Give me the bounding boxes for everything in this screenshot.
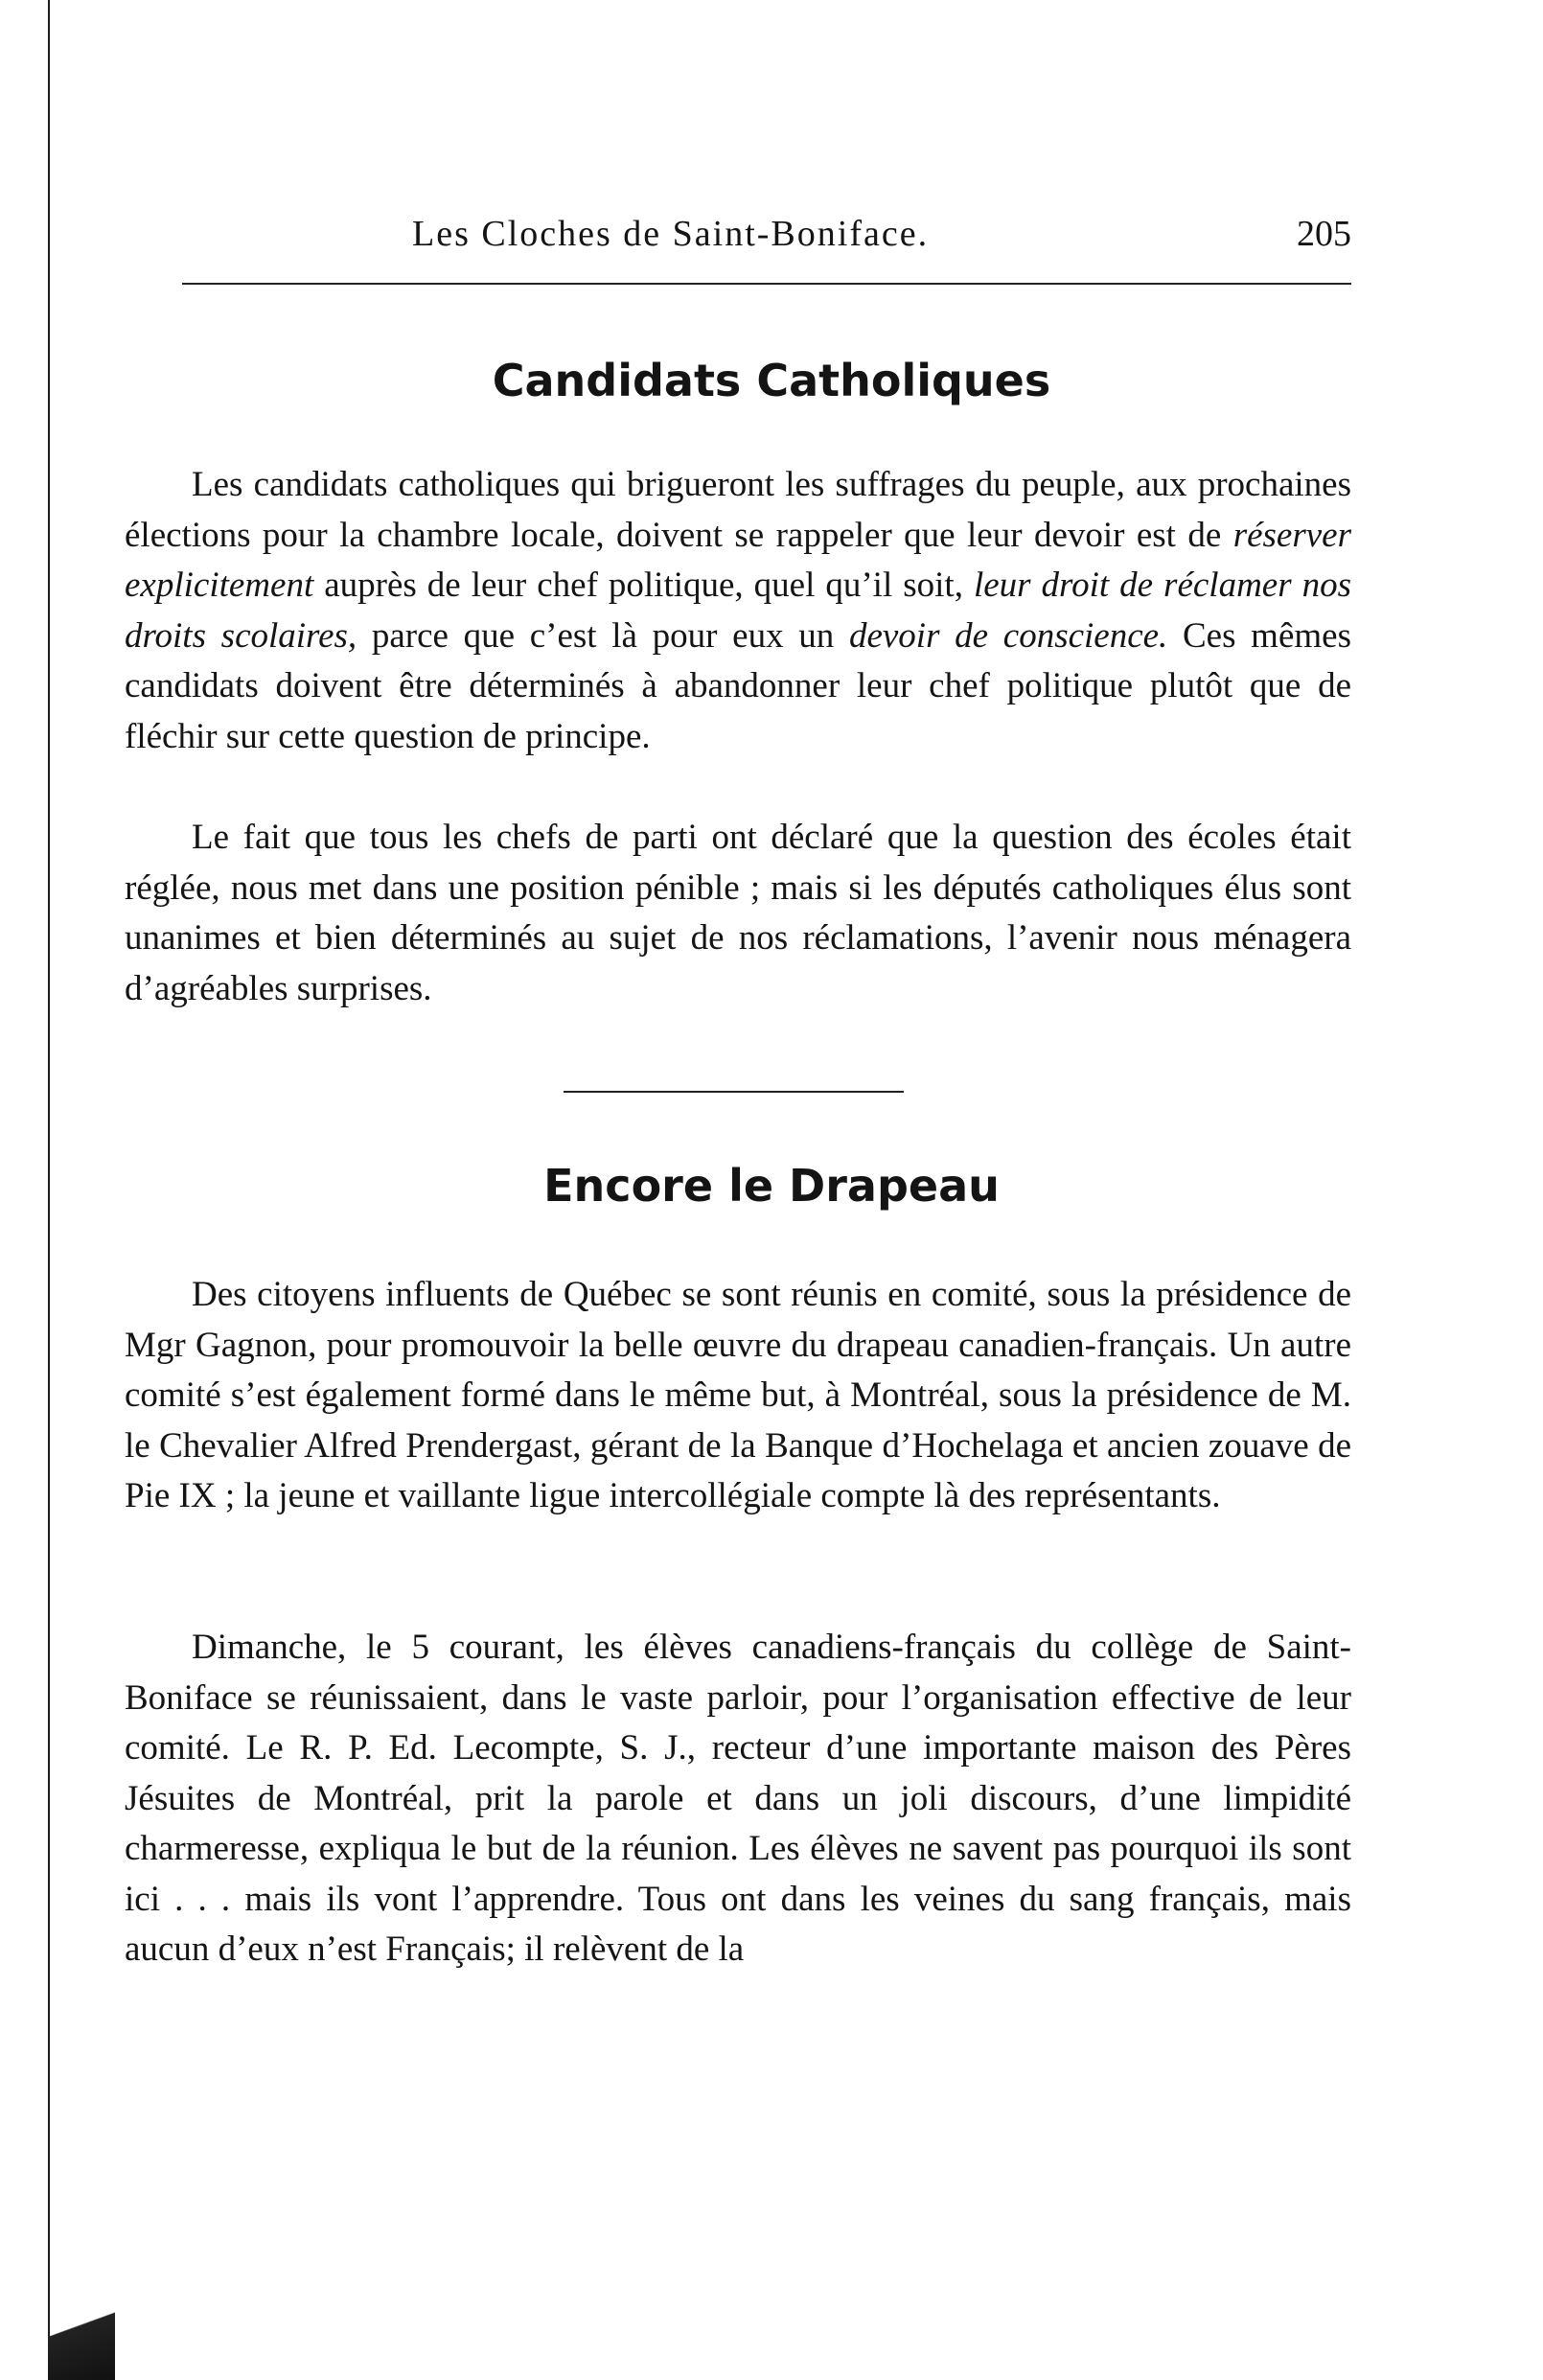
running-title: Les Cloches de Saint-Boniface. [412,214,930,254]
paragraph-drapeau-2: Dimanche, le 5 courant, les élèves canadiens-français du collège de Saint-Boniface se réunissaient, dans le vaste parloir, pour l’organisation effective de leur comité. Le R. P. Ed. Lecompte, S. J., recteur d’une importante maison des Pères Jésuites de Montréal, prit la parole et dans un joli discours, d’une limpidité charmeresse, expliqua le but de la réunion. Les élèves ne savent pas pourquoi ils sont ici . . . mais ils vont l’apprendre. Tous ont dans les veines du sang français, mais aucun d’eux n’est Français; il relèvent de la [125,1628,1351,1969]
binding-edge [48,0,50,2380]
binding-shadow [48,2291,115,2380]
section-divider [564,1091,904,1093]
section-title-drapeau: Encore le Drapeau [543,1160,1000,1212]
section-title-candidats: Candidats Catholiques [492,355,1051,406]
running-head [288,213,1351,270]
paragraph-candidats-1: Les candidats catholiques qui brigueront les suffrages du peuple, aux prochaines élections pour la chambre locale, doivent se rappeler que leur devoir est de réserver explicitement auprès de leur chef politique, quel qu’il soit, leur droit de réclamer nos droits scolaires, parce que c’est là pour eux un devoir de conscience. Ces mêmes candidats doivent être déterminés à abandonner leur chef politique plutôt que de fléchir sur cette question de principe. [125,465,1352,756]
paragraph-candidats-2: Le fait que tous les chefs de parti ont déclaré que la question des écoles était réglée, nous met dans une position pénible ; mais si les députés catholiques élus sont unanimes et bien déterminés au sujet de nos réclamations, l’avenir nous ménagera d’agréables surprises. [125,818,1351,1008]
header-rule [182,283,1351,285]
paragraph-drapeau-1: Des citoyens influents de Québec se sont réunis en comité, sous la présidence de Mgr Gagnon, pour promouvoir la belle œuvre du drapeau canadien-français. Un autre comité s’est également formé dans le même but, à Montréal, sous la présidence de M. le Chevalier Alfred Prendergast, gérant de la Banque d’Hochelaga et ancien zouave de Pie IX ; la jeune et vaillante ligue intercollégiale compte là des représentants. [125,1275,1351,1515]
page-number: 205 [1297,214,1351,254]
